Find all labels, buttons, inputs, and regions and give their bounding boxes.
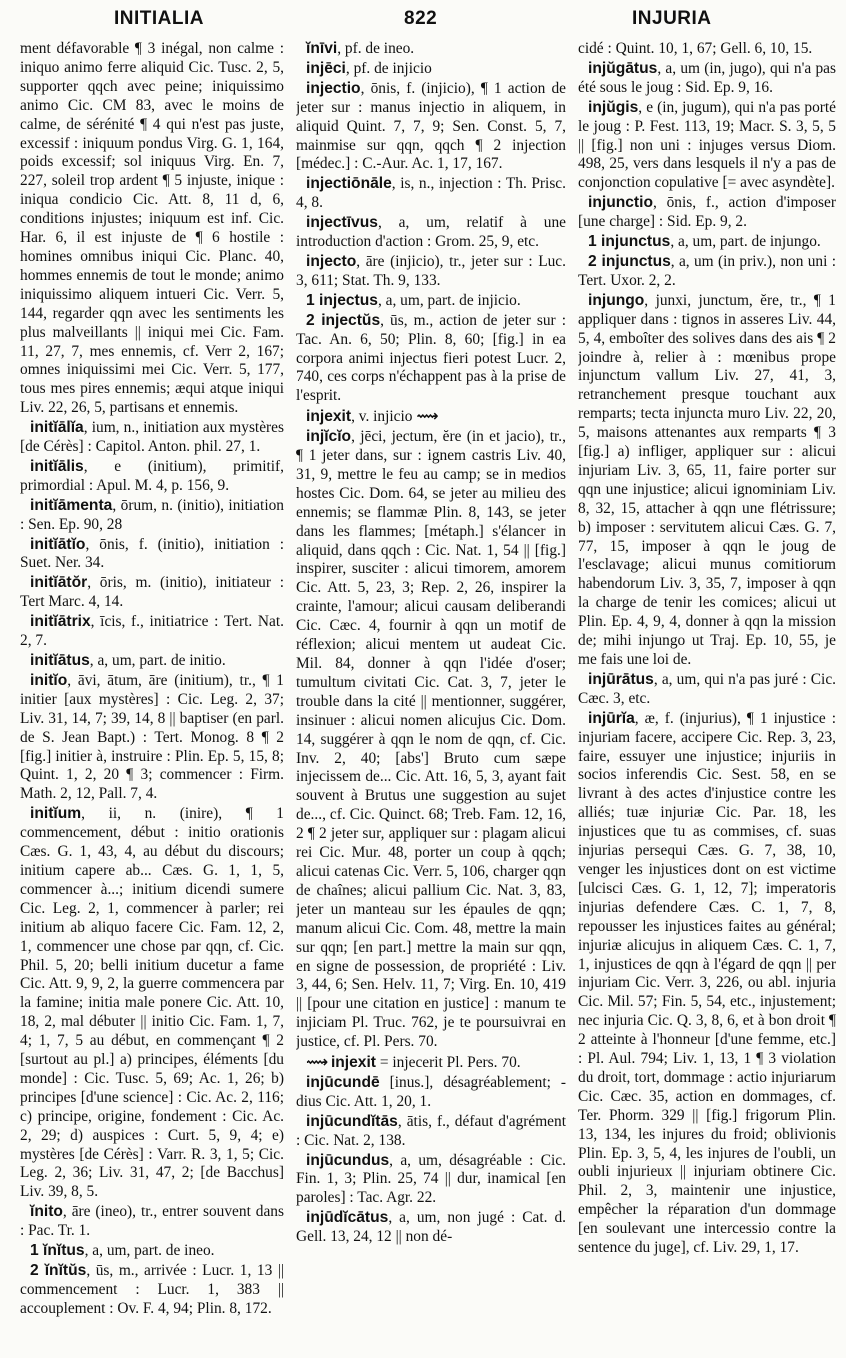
column-3 [578,40,836,1352]
entry-injecto [296,253,566,291]
entry-text: , a, um (in priv.), non uni : Tert. Uxor. 2, 2. [578,252,836,289]
entry-text: = injecerit Pl. Pers. 70. [376,1054,521,1072]
entry-inito [20,1203,284,1241]
entry-text: , æ, f. (injurius), ¶ 1 injustice : injuriam facere, accipere Cic. Rep. 3, 23, faire, essuyer une injustice; injuriis in socios inferendis Cic. Sest. 58, en se livrant à des actes d'injustice contre les alliés; tuæ injuriæ Cic. Par. 18, les injustices que tu as commises, cf. suas injurias persequi Cæs. G. 7, 38, 10, venger les injustices dont on est victime [ulcisci Cæs. G. 1, 12, 7]; imperatoris injurias defendere Cæs. C. 1, 7, 8, repousser les injustices faites au général; injuriæ alicujus in aliquem Cæs. C. 1, 7, 1, injustices de qqn à l'égard de qqn || per injuriam Cic. Verr. 3, 226, ou abl. injuria Cic. Mil. 57; Fin. 5, 54, etc., injustement; nec injuria Cic. Q. 3, 8, 6, et à bon droit ¶ 2 atteinte à l'honneur [d'une femme, etc.] : Pl. Aul. 794; Liv. 1, 13, 1 ¶ 3 violation du droit, tort, dommage : actio injuriarum Cic. Cæc. 35, action en dommages, cf. Ter. Phorm. 329 || [fig.] frigorum Plin. 13, 134, les injures du froid; oblivionis Plin. Ep. 3, 5, 4, les injures de l'oubli, un oubli injurieux || injuriam obtinere Cic. Phil. 2, 3, maintenir une injustice, empêcher la réparation d'un dommage [en soulevant une intercessio contre la sentence du juge], cf. Liv. 29, 1, 17. [578,709,836,1257]
headword: injŭgātus [588,59,658,77]
entry-injectionale [296,175,566,213]
headword: 1 injectus [306,291,378,309]
entry-text: , āre (ineo), tr., entrer souvent dans : Pac. Tr. 1. [20,1203,284,1240]
entry-text: , a, um, part. de injungo. [670,233,821,251]
entry-injudicatus [296,1209,566,1247]
entry-text: , ōnis, f. (initio), initiation : Suet. Ner. 34. [20,535,284,572]
entry-text: , a, um, désagréable : Cic. Fin. 1, 3; Plin. 25, 74 || dur, inamical [en paroles] : Tac. Agr. 22. [296,1151,566,1207]
headword: injūcundĭtās [306,1112,398,1130]
entry-text: , a, um (in, jugo), qui n'a pas été sous le joug : Sid. Ep. 9, 16. [578,59,836,96]
entry-injunctus-2 [578,253,836,291]
headword: initĭātĭo [30,535,86,553]
entry-injuratus [578,671,836,709]
entry-text: , a, um, part. de ineo. [84,1242,215,1260]
running-header [22,8,828,36]
headword: injexit [306,408,352,426]
entry-text: , junxi, junctum, ĕre, tr., ¶ 1 appliquer dans : tignos in asseres Liv. 44, 5, 4, emboîter des solives dans des ais ¶ 2 joindre à, relier à : mœnibus prope injunctum vallum Liv. 27, 41, 3, retranchement presque touchant aux remparts; tecta injuncta muro Liv. 22, 20, 5, maisons attenantes aux remparts ¶ 3 [fig.] a) infliger, appliquer sur : alicui injuriam Liv. 3, 65, 11, faire porter sur qqn une injustice; alicui ignominiam Liv. 8, 32, 15, attacher à qqn une flétrissure; b) imposer : servitutem alicui Cæs. G. 7, 77, 15, imposer à qqn le joug de l'esclavage; alicui munus comitiorum habendorum Liv. 3, 35, 7, imposer à qqn la charge de tenir les comices; alicui ut Plin. Ep. 4, 9, 4, donner à qqn la mission de; mihi injungo ut Traj. Ep. 10, 55, je me fais une loi de. [578,291,836,668]
entry-text: , āvi, ātum, āre (initium), tr., ¶ 1 initier [aux mystères] : Cic. Leg. 2, 37; Liv. 31, 14, 7; 39, 14, 8 || baptiser (en parl. de S. Jean Bapt.) : Tert. Monog. 8 ¶ 2 [fig.] initier à, instruire : Plin. Ep. 5, 15, 8; Quint. 1, 2, 20 ¶ 3; commencer : Firm. Math. 2, 12, Pall. 7, 4. [20,671,284,803]
headword: injectīvus [306,214,378,232]
entry-text: , e (initium), primitif, primordial : Apul. M. 4, p. 156, 9. [20,457,284,494]
headword: 1 ĭnĭtus [30,1242,85,1260]
entry-text: , v. injicio [351,408,413,426]
entry-injuria [578,710,836,1258]
column-1 [20,40,284,1352]
cross-reference-arrow-icon: ⟿ [416,407,438,426]
headword: initĭum [30,805,82,823]
headword: 2 injunctus [588,252,671,270]
entry-text: , a, um, part. de injicio. [377,291,521,309]
headword: injŭgis [588,98,639,116]
entry-text: , ōnis, f., action d'imposer [une charge] : Sid. Ep. 9, 2. [578,194,836,231]
entry-inivi [296,40,566,59]
headword: initĭātŏr [30,574,88,592]
headword: injūcundus [306,1151,390,1169]
headword: injungo [588,291,645,309]
headword: initĭālis [30,457,84,475]
entry-text: , āre (injicio), tr., jeter sur : Luc. 3, 611; Stat. Th. 9, 133. [296,252,566,289]
headword: 2 injectŭs [306,311,381,329]
headword: ĭnīvi [306,40,338,57]
headword: initĭo [30,671,68,689]
entry-initiatus [20,652,284,671]
entry-initialia [20,419,284,457]
entry-text: , a, um, part. de initio. [89,652,226,669]
entry-text: , īcis, f., initiatrice : Tert. Nat. 2, 7. [20,613,284,650]
column-2 [296,40,566,1352]
entry-injunctus-1 [578,233,836,252]
entry-text: [inus.], désagréablement; -dius Cic. Att. 1, 20, 1. [296,1073,566,1110]
entry-injugatus [578,60,836,98]
entry-text: , ūs, m., action de jeter sur : Tac. An. 6, 50; Plin. 8, 60; [fig.] in ea corpora animi injectus fieri potest Lucr. 2, 740, ces corps n'échappent pas à la prise de l'esprit. [296,311,566,405]
entry-injexit-equals [296,1053,566,1073]
entry-text: , ātis, f., défaut d'agrément : Cic. Nat. 2, 138. [296,1112,566,1149]
entry-text: ment défavorable ¶ 3 inégal, non calme : iniquo animo ferre aliquid Cic. Tusc. 2, 5, supporter qqch avec peine; iniquissimo animo Cic. CM 83, avec le moins de calme, de sérénité ¶ 4 qui n'est pas juste, excessif : iniquum pondus Virg. G. 1, 164, poids excessif; sol iniquus Virg. En. 7, 227, soleil trop ardent ¶ 5 injuste, inique : iniqua condicio Cic. Att. 8, 11 d, 6, conditions injustes; iniquum est inf. Cic. Har. 6, il est injuste de ¶ 6 hostile : homines omnibus iniqui Cic. Planc. 40, hommes ennemis de tout le monde; animo iniquissimo aliquem intueri Cic. Verr. 5, 144, regarder qqn avec les sentiments les plus malveillants || iniqui mei Cic. Fam. 11, 27, 7, mes ennemis, cf. Verr 2, 167; omnes iniquissimi mei Cic. Verr. 5, 177, tous mes pires ennemis; æqui atque iniqui Liv. 22, 26, 5, partisans et ennemis. [20,40,284,417]
entry-text: , pf. de ineo. [337,40,415,57]
headword: initĭālĭa [30,419,84,437]
entry-injucunde [296,1074,566,1112]
entry-initus-2 [20,1262,284,1319]
entry-text: , a, um, relatif à une introduction d'action : Grom. 25, 9, etc. [296,214,566,251]
entry-initiator [20,574,284,612]
entry-text: , ōnis, f. (injicio), ¶ 1 action de jeter sur : manus injectio in aliquem, in aliquid Quint. 7, 7, 9; Sen. Const. 5, 7, mainmise sur qqn, qqch ¶ 2 injection [médec.] : C.-Aur. Ac. 1, 17, 167. [296,79,566,173]
entry-injexit [296,407,566,427]
headword: injūdĭcātus [306,1209,389,1227]
entry-text: , is, n., injection : Th. Prisc. 4, 8. [296,175,566,212]
entry-initio [20,672,284,804]
headword: injūrātus [588,670,654,688]
text-columns [20,40,836,1352]
headword: 2 ĭnĭtŭs [30,1262,87,1279]
entry-text: cidé : Quint. 10, 1, 67; Gell. 6, 10, 15. [578,40,813,57]
entry-initus-1 [20,1242,284,1261]
entry-injicio [296,428,566,1052]
entry-injucundus [296,1152,566,1209]
entry-initiatrix [20,613,284,651]
headword: injēci [306,59,346,77]
entry-injugis [578,99,836,194]
entry-text: , ōrum, n. (initio), initiation : Sen. Ep. 90, 28 [20,496,284,533]
entry-text: , jēci, jectum, ĕre (in et jacio), tr., ¶ 1 jeter dans, sur : ignem castris Liv. 40, 31, 9, mettre le feu au camp; se in medios hostes Cic. Dom. 64, se jeter au milieu des ennemis; se flammæ Plin. 8, 143, se jeter dans les flammes; [métaph.] s'élancer in aliquid, dans qqch : Cic. Nat. 1, 54 || [fig.] inspirer, susciter : alicui timorem, amorem Cic. Att. 5, 23, 3; Rep. 2, 26, inspirer la crainte, l'amour; alicui causam deliberandi Cic. Cæc. 4, fournir à qqn un motif de réflexion; alicui mentem ut audeat Cic. Mil. 84, donner à qqn l'idée d'oser; tumultum civitati Cic. Cat. 3, 7, jeter le trouble dans la cité || mentionner, suggérer, insinuer : alicui nomen alicujus Cic. Dom. 14, suggérer à qqn le nom de qqn, cf. Cic. Inv. 2, 40; [abs'] Bruto cum sæpe injecissem de... Cic. Att. 16, 5, 3, ayant fait souvent à Brutus une suggestion au sujet de..., cf. Cic. Quinct. 68; Treb. Fam. 12, 16, 2 ¶ 2 jeter sur, appliquer sur : plagam alicui rei Cic. Mur. 48, porter un coup à qqch; alicui catenas Cic. Verr. 5, 106, charger qqn de chaînes; alicui pallium Cic. Nat. 3, 83, jeter un manteau sur les épaules de qqn; manum alicui Cic. Com. 48, mettre la main sur qqn; [en part.] mettre la main sur qqn, en signe de possession, de propriété : Liv. 3, 44, 6; Sen. Helv. 11, 7; Virg. En. 10, 419 || [pour une citation en justice] : manum te injiciam Pl. Truc. 762, je te poursuivrai en justice, cf. Pl. Pers. 70. [296,428,566,1051]
headword: injectiōnāle [306,175,392,193]
entry-initiamenta [20,497,284,535]
entry-initium [20,805,284,1202]
entry-injectio [296,80,566,175]
entry-text: , ii, n. (inire), ¶ 1 commencement, début : initio orationis Cæs. G. 1, 43, 4, au début du discours; initium capere ab... Cæs. G. 1, 1, 5, commencer à...; initium dicendi sumere Cic. Leg. 2, 1, commencer à parler; rei initium ab aliquo facere Cic. Fam. 12, 2, 1, commencer une chose par qqn, cf. Cic. Phil. 5, 20; belli initium ducetur a fame Cic. Att. 9, 9, 2, la guerre commencera par la famine; initia male ponere Cic. Att. 10, 18, 2, mal débuter || initio Cic. Fam. 1, 7, 4; 1, 7, 5 au début, en commençant ¶ 2 [surtout au pl.] a) principes, éléments [du monde] : Cic. Tusc. 5, 69; Ac. 1, 26; b) principes [d'une science] : Cic. Ac. 2, 116; c) principe, origine, fondement : Cic. Ac. 2, 29; d) auspices : Curt. 5, 9, 4; e) mystères [de Cérès] : Varr. R. 3, 1, 5; Cic. Leg. 2, 36; Liv. 31, 47, 2; [de Bacchus] Liv. 39, 8, 5. [20,805,284,1201]
entry-injeci [296,60,566,79]
headword: injĭcĭo [306,428,352,446]
headword: injunctio [588,194,653,212]
headword: injexit [330,1054,376,1072]
entry-injectus-1 [296,292,566,311]
entry-text: , e (in, jugum), qui n'a pas porté le joug : P. Fest. 113, 19; Macr. S. 3, 5, 5 || [fig.] non uni : injuges versus Diom. 498, 25, vers dans lesquels il n'y a pas de conjonction copulative [= avec asyndète]. [578,98,836,192]
entry-injucunditas [296,1113,566,1151]
headword: initĭātus [30,652,90,669]
cross-reference-arrow-icon: ⟿ [306,1053,328,1072]
headword: injectio [306,79,361,97]
headword: injecto [306,252,357,270]
entry-injungo [578,292,836,670]
entry-text: , ium, n., initiation aux mystères [de Cérès] : Capitol. Anton. phil. 27, 1. [20,419,284,456]
entry-injectivus [296,214,566,252]
entry-initialis [20,458,284,496]
headword: injūcundē [306,1073,380,1091]
entry-text: , a, um, qui n'a pas juré : Cic. Cæc. 3, etc. [578,670,836,707]
header-left-guideword: INITIALIA [114,8,204,29]
entry-text: , ōris, m. (initio), initiateur : Tert Marc. 4, 14. [20,574,284,611]
header-right-guideword: INJURIA [632,8,712,29]
entry-text: , a, um, non jugé : Cat. d. Gell. 13, 24, 12 || non dé- [296,1209,566,1246]
headword: initĭātrix [30,613,91,631]
continued-entry [578,40,836,59]
entry-injectus-2 [296,312,566,407]
entry-initiatio [20,536,284,574]
entry-text: , pf. de injicio [345,59,432,77]
headword: ĭnito [30,1203,63,1221]
entry-injunctio [578,194,836,232]
continued-entry [20,40,284,418]
headword: initĭāmenta [30,496,113,514]
headword: injūrĭa [588,709,635,727]
entry-text: , ūs, m., arrivée : Lucr. 1, 13 || commencement : Lucr. 1, 383 || accouplement : Ov. F. 4, 94; Plin. 8, 172. [20,1262,284,1317]
headword: 1 injunctus [588,233,671,251]
page-number: 822 [404,8,438,29]
